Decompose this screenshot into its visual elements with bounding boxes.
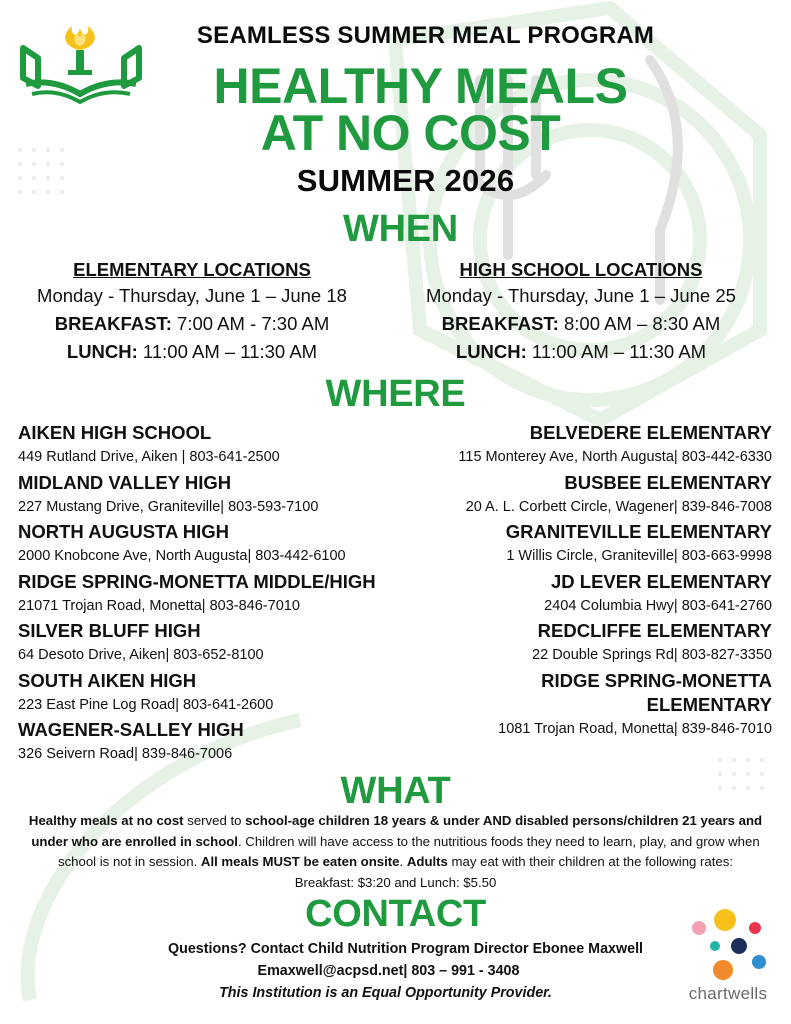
- location-address: 223 East Pine Log Road| 803-641-2600: [18, 696, 274, 713]
- location-address: 22 Double Springs Rd| 803-827-3350: [532, 647, 772, 663]
- location-name: SOUTH AIKEN HIGH: [18, 669, 197, 691]
- location-address: 1 Willis Circle, Graniteville| 803-663-9998: [506, 548, 772, 564]
- elementary-locations-list: [372, 421, 772, 742]
- contact-email-phone[interactable]: Emaxwell@acpsd.net| 803 – 991 - 3408: [257, 963, 520, 979]
- location-address: 326 Seivern Road| 839-846-7006: [18, 746, 233, 762]
- what-text-bold: All meals MUST be eaten onsite: [200, 854, 400, 869]
- location-name: RIDGE SPRING-MONETTA: [541, 669, 772, 691]
- high-school-schedule: [400, 258, 762, 366]
- lunch-label: LUNCH:: [455, 341, 527, 362]
- location-address: 449 Rutland Drive, Aiken | 803-641-2500: [18, 449, 280, 465]
- location-name: BELVEDERE ELEMENTARY: [529, 422, 772, 443]
- breakfast-label: BREAKFAST:: [441, 313, 559, 334]
- location-name: GRANITEVILLE ELEMENTARY: [505, 521, 772, 542]
- breakfast-time: 8:00 AM – 8:30 AM: [558, 313, 721, 334]
- location-name: BUSBEE ELEMENTARY: [564, 471, 772, 493]
- location-address: 20 A. L. Corbett Circle, Wagener| 839-846-7008: [465, 498, 772, 515]
- what-text: may eat with their children at the following rates: Breakfast: $3:20 and Lunch: $5.50: [294, 854, 734, 890]
- elementary-dates: Monday - Thursday, June 1 – June 18: [37, 285, 347, 306]
- headline-line-1: HEALTHY MEALS: [213, 58, 628, 114]
- location-name: RIDGE SPRING-MONETTA MIDDLE/HIGH: [18, 570, 376, 592]
- location-name: WAGENER-SALLEY HIGH: [18, 719, 244, 740]
- what-text: .: [399, 854, 407, 869]
- high-school-dates: Monday - Thursday, June 1 – June 25: [426, 285, 736, 306]
- lunch-time: 11:00 AM – 11:30 AM: [137, 341, 318, 362]
- location-address: 2404 Columbia Hwy| 803-641-2760: [544, 597, 772, 614]
- location-address: 227 Mustang Drive, Graniteville| 803-593-7100: [18, 498, 319, 515]
- location-name-continued: ELEMENTARY: [646, 693, 772, 715]
- what-text: served to: [183, 813, 246, 828]
- location-address: 115 Monterey Ave, North Augusta| 803-442-6330: [458, 449, 772, 465]
- what-text-bold: school-age children 18 years & under AND disabled persons/children 21 years and under who are enrolled in school: [31, 813, 763, 849]
- location-name: NORTH AUGUSTA HIGH: [18, 521, 230, 542]
- what-text: . Children will have access to the nutritious foods they need to learn, play, and grow when school is not in session.: [57, 833, 760, 869]
- what-description: [28, 811, 763, 893]
- location-address: 2000 Knobcone Ave, North Augusta| 803-442-6100: [18, 548, 346, 564]
- location-name: JD LEVER ELEMENTARY: [551, 570, 772, 592]
- breakfast-label: BREAKFAST:: [54, 313, 172, 334]
- high-school-breakfast: [400, 310, 762, 338]
- location-address: 21071 Trojan Road, Monetta| 803-846-7010: [18, 597, 300, 614]
- season-title: SUMMER 2026: [296, 163, 515, 198]
- contact-title: CONTACT: [305, 893, 486, 935]
- lunch-label: LUNCH:: [66, 341, 138, 362]
- what-text-bold: Adults: [406, 854, 448, 869]
- lunch-time: 11:00 AM – 11:30 AM: [526, 341, 707, 362]
- headline-line-2: AT NO COST: [260, 105, 561, 161]
- location-name: SILVER BLUFF HIGH: [18, 620, 201, 641]
- elementary-lunch: [12, 338, 372, 366]
- program-name: SEAMLESS SUMMER MEAL PROGRAM: [196, 22, 655, 49]
- contact-question: Questions? Contact Child Nutrition Program Director Ebonee Maxwell: [167, 941, 644, 957]
- location-name: AIKEN HIGH SCHOOL: [18, 422, 212, 443]
- high-school-heading: HIGH SCHOOL LOCATIONS: [459, 259, 703, 280]
- location-address: 1081 Trojan Road, Monetta| 839-846-7010: [498, 720, 772, 737]
- what-title: WHAT: [340, 770, 451, 812]
- elementary-heading: ELEMENTARY LOCATIONS: [73, 259, 311, 280]
- where-title: WHERE: [325, 373, 466, 415]
- equal-opportunity-statement: This Institution is an Equal Opportunity Provider.: [219, 985, 552, 1001]
- when-title: WHEN: [343, 208, 458, 250]
- location-address: 64 Desoto Drive, Aiken| 803-652-8100: [18, 647, 264, 663]
- elementary-schedule: [12, 258, 372, 366]
- high-school-lunch: [400, 338, 762, 366]
- breakfast-time: 7:00 AM - 7:30 AM: [171, 313, 330, 334]
- location-name: MIDLAND VALLEY HIGH: [18, 471, 232, 493]
- location-name: REDCLIFFE ELEMENTARY: [537, 620, 772, 641]
- elementary-breakfast: [12, 310, 372, 338]
- high-school-locations-list: [18, 421, 428, 768]
- chartwells-wordmark: chartwells: [688, 984, 768, 1003]
- what-text-bold: Healthy meals at no cost: [28, 813, 184, 828]
